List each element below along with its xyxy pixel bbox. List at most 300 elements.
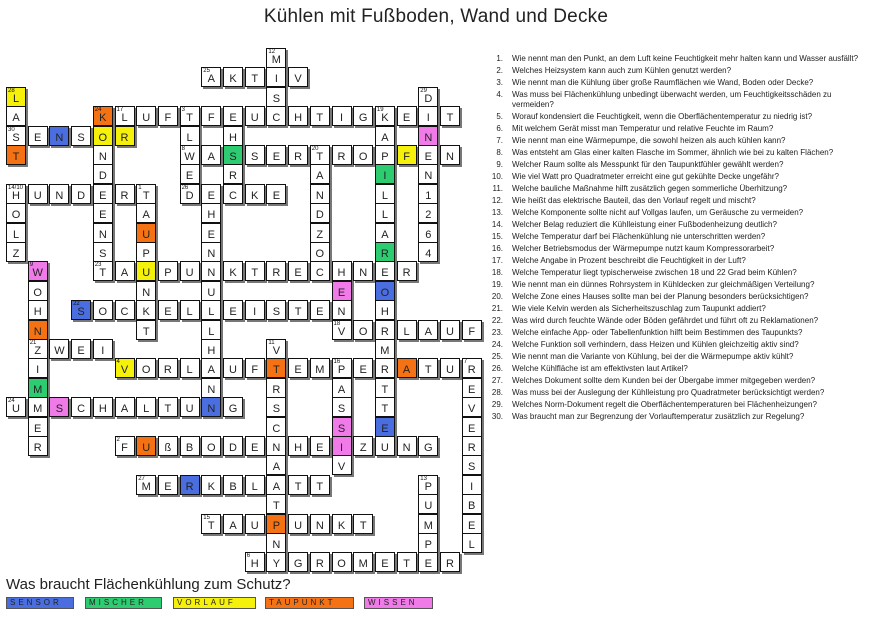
solution-word-taupunkt: TAUPUNKT — [265, 597, 354, 609]
grid-cell[interactable] — [418, 164, 438, 184]
grid-cell[interactable] — [180, 397, 200, 417]
grid-cell[interactable] — [288, 436, 308, 456]
solution-word-wissen: WISSEN — [364, 597, 433, 609]
grid-cell[interactable] — [375, 203, 395, 223]
grid-cell[interactable] — [418, 494, 438, 514]
grid-cell[interactable] — [418, 145, 438, 165]
grid-cell[interactable] — [375, 184, 395, 204]
grid-cell[interactable] — [266, 339, 286, 359]
grid-cell[interactable] — [266, 145, 286, 165]
grid-cell[interactable] — [6, 203, 26, 223]
cell-letter: Z — [12, 248, 20, 260]
grid-cell[interactable] — [440, 145, 460, 165]
grid-cell[interactable] — [201, 261, 221, 281]
grid-cell[interactable] — [245, 436, 265, 456]
grid-cell[interactable] — [397, 320, 417, 340]
grid-cell[interactable] — [353, 358, 373, 378]
grid-cell[interactable] — [201, 514, 221, 534]
grid-cell[interactable] — [332, 552, 352, 572]
grid-cell[interactable] — [332, 300, 352, 320]
grid-cell[interactable] — [418, 184, 438, 204]
grid-cell[interactable] — [310, 164, 330, 184]
grid-cell[interactable] — [332, 436, 352, 456]
grid-cell[interactable] — [332, 106, 352, 126]
cell-letter: O — [358, 151, 368, 163]
grid-cell[interactable] — [288, 145, 308, 165]
grid-cell[interactable] — [93, 145, 113, 165]
grid-cell[interactable] — [440, 106, 460, 126]
grid-cell[interactable] — [266, 67, 286, 87]
grid-cell[interactable] — [201, 436, 221, 456]
grid-cell[interactable] — [353, 261, 373, 281]
grid-cell[interactable] — [201, 300, 221, 320]
grid-cell[interactable] — [49, 126, 69, 146]
grid-cell[interactable] — [158, 436, 178, 456]
grid-cell[interactable] — [375, 126, 395, 146]
grid-cell[interactable] — [288, 475, 308, 495]
grid-cell[interactable] — [266, 514, 286, 534]
cell-letter: A — [272, 461, 281, 474]
grid-cell[interactable] — [266, 475, 286, 495]
page-title: Kühlen mit Fußboden, Wand und Decke — [263, 6, 609, 27]
grid-cell[interactable] — [245, 358, 265, 378]
grid-cell[interactable] — [136, 300, 156, 320]
clue-item-number: 23. — [491, 328, 503, 337]
grid-cell[interactable] — [332, 145, 352, 165]
clue-item-number: 13. — [491, 208, 503, 217]
grid-cell[interactable] — [397, 436, 417, 456]
grid-cell[interactable] — [310, 358, 330, 378]
clue-item — [478, 292, 868, 302]
clue-item-text: Welche bauliche Maßnahme hilft zusätzlich gegen sommerliche Überhitzung? — [512, 184, 788, 193]
grid-cell[interactable] — [115, 300, 135, 320]
grid-cell[interactable] — [462, 475, 482, 495]
grid-cell[interactable] — [28, 397, 48, 417]
grid-cell[interactable] — [201, 320, 221, 340]
grid-cell[interactable] — [93, 300, 113, 320]
grid-cell[interactable] — [332, 455, 352, 475]
cell-letter: A — [142, 209, 150, 222]
grid-cell[interactable] — [223, 145, 243, 165]
grid-cell[interactable] — [418, 203, 438, 223]
grid-cell[interactable] — [223, 358, 243, 378]
grid-cell[interactable] — [158, 397, 178, 417]
grid-cell[interactable] — [332, 358, 352, 378]
grid-cell[interactable] — [158, 261, 178, 281]
grid-cell[interactable] — [136, 242, 156, 262]
grid-cell[interactable] — [266, 494, 286, 514]
grid-cell[interactable] — [353, 436, 373, 456]
clue-item-number: 14. — [491, 220, 503, 229]
cell-letter: N — [402, 442, 411, 454]
grid-cell[interactable] — [93, 203, 113, 223]
grid-cell[interactable] — [462, 436, 482, 456]
grid-cell[interactable] — [6, 223, 26, 243]
cell-letter: A — [337, 383, 346, 396]
grid-cell[interactable] — [310, 223, 330, 243]
grid-cell[interactable] — [28, 378, 48, 398]
grid-cell[interactable] — [6, 145, 26, 165]
grid-cell[interactable] — [332, 417, 352, 437]
grid-cell[interactable] — [375, 300, 395, 320]
grid-cell[interactable] — [375, 145, 395, 165]
grid-cell[interactable] — [310, 261, 330, 281]
cell-letter: B — [229, 480, 237, 493]
grid-cell[interactable] — [223, 126, 243, 146]
grid-cell[interactable] — [6, 184, 26, 204]
cell-letter: O — [315, 248, 325, 260]
grid-cell[interactable] — [288, 261, 308, 281]
grid-cell[interactable] — [223, 164, 243, 184]
clue-number: 7 — [463, 359, 468, 366]
cell-letter: Y — [272, 558, 281, 571]
grid-cell[interactable] — [462, 533, 482, 553]
grid-cell[interactable] — [6, 87, 26, 107]
grid-cell[interactable] — [310, 145, 330, 165]
grid-cell[interactable] — [288, 552, 308, 572]
grid-cell[interactable] — [6, 106, 26, 126]
grid-cell[interactable] — [266, 184, 286, 204]
grid-cell[interactable] — [93, 126, 113, 146]
grid-cell[interactable] — [266, 436, 286, 456]
grid-cell[interactable] — [180, 300, 200, 320]
grid-cell[interactable] — [245, 552, 265, 572]
grid-cell[interactable] — [397, 106, 417, 126]
grid-cell[interactable] — [136, 320, 156, 340]
clue-item-number: 6. — [496, 124, 503, 133]
grid-cell[interactable] — [332, 261, 352, 281]
grid-cell[interactable] — [440, 358, 460, 378]
grid-cell[interactable] — [180, 184, 200, 204]
grid-cell[interactable] — [266, 533, 286, 553]
grid-cell[interactable] — [223, 475, 243, 495]
grid-cell[interactable] — [201, 358, 221, 378]
cell-letter: E — [381, 267, 389, 280]
grid-cell[interactable] — [288, 358, 308, 378]
grid-cell[interactable] — [71, 126, 91, 146]
grid-cell[interactable] — [375, 261, 395, 281]
grid-cell[interactable] — [375, 378, 395, 398]
grid-cell[interactable] — [332, 281, 352, 301]
grid-cell[interactable] — [201, 378, 221, 398]
grid-cell[interactable] — [180, 164, 200, 184]
grid-cell[interactable] — [223, 300, 243, 320]
cell-letter: L — [143, 403, 150, 416]
grid-cell[interactable] — [180, 436, 200, 456]
grid-cell[interactable] — [136, 436, 156, 456]
grid-cell[interactable] — [375, 552, 395, 572]
grid-cell[interactable] — [266, 378, 286, 398]
grid-cell[interactable] — [158, 475, 178, 495]
grid-cell[interactable] — [310, 203, 330, 223]
grid-cell[interactable] — [93, 164, 113, 184]
grid-cell[interactable] — [397, 145, 417, 165]
grid-cell[interactable] — [71, 339, 91, 359]
grid-cell[interactable] — [158, 106, 178, 126]
grid-cell[interactable] — [375, 358, 395, 378]
clue-item-number: 2. — [496, 66, 503, 75]
cell-letter: T — [142, 189, 150, 202]
grid-cell[interactable] — [266, 455, 286, 475]
grid-cell[interactable] — [136, 106, 156, 126]
grid-cell[interactable] — [418, 358, 438, 378]
grid-cell[interactable] — [375, 417, 395, 437]
grid-cell[interactable] — [201, 242, 221, 262]
grid-cell[interactable] — [71, 397, 91, 417]
cell-letter: F — [121, 442, 128, 454]
grid-cell[interactable] — [6, 397, 26, 417]
clue-item-text: Was muss bei Flächenkühlung unbedingt überwacht werden, um Feuchtigkeitsschäden zu vermeiden? — [512, 90, 832, 109]
grid-cell[interactable] — [136, 261, 156, 281]
grid-cell[interactable] — [245, 67, 265, 87]
grid-cell[interactable] — [245, 514, 265, 534]
grid-cell[interactable] — [115, 397, 135, 417]
grid-cell[interactable] — [28, 300, 48, 320]
grid-cell[interactable] — [158, 358, 178, 378]
grid-cell[interactable] — [6, 242, 26, 262]
grid-cell[interactable] — [375, 164, 395, 184]
grid-cell[interactable] — [28, 358, 48, 378]
grid-cell[interactable] — [245, 145, 265, 165]
grid-cell[interactable] — [223, 106, 243, 126]
grid-cell[interactable] — [49, 397, 69, 417]
grid-cell[interactable] — [6, 126, 26, 146]
grid-cell[interactable] — [332, 514, 352, 534]
grid-cell[interactable] — [440, 320, 460, 340]
grid-cell[interactable] — [266, 417, 286, 437]
grid-cell[interactable] — [310, 475, 330, 495]
cell-letter: N — [337, 306, 346, 319]
grid-cell[interactable] — [201, 475, 221, 495]
cell-letter: E — [468, 422, 476, 435]
grid-cell[interactable] — [418, 552, 438, 572]
grid-cell[interactable] — [288, 300, 308, 320]
grid-cell[interactable] — [28, 320, 48, 340]
grid-cell[interactable] — [49, 339, 69, 359]
clue-number: 9 — [29, 262, 34, 269]
grid-cell[interactable] — [375, 397, 395, 417]
grid-cell[interactable] — [201, 281, 221, 301]
grid-cell[interactable] — [28, 184, 48, 204]
grid-cell[interactable] — [418, 87, 438, 107]
clue-item — [478, 304, 868, 314]
cell-letter: H — [207, 345, 216, 357]
grid-cell[interactable] — [418, 242, 438, 262]
grid-cell[interactable] — [375, 242, 395, 262]
grid-cell[interactable] — [245, 106, 265, 126]
clue-number: 24 — [8, 398, 15, 405]
grid-cell[interactable] — [201, 339, 221, 359]
grid-cell[interactable] — [375, 223, 395, 243]
grid-cell[interactable] — [418, 320, 438, 340]
grid-cell[interactable] — [310, 106, 330, 126]
clue-number: 23 — [94, 262, 102, 269]
grid-cell[interactable] — [397, 358, 417, 378]
grid-cell[interactable] — [201, 106, 221, 126]
grid-cell[interactable] — [158, 300, 178, 320]
grid-cell[interactable] — [28, 261, 48, 281]
grid-cell[interactable] — [115, 358, 135, 378]
grid-cell[interactable] — [136, 358, 156, 378]
cell-letter: A — [316, 170, 324, 183]
grid-cell[interactable] — [462, 514, 482, 534]
grid-cell[interactable] — [115, 261, 135, 281]
grid-cell[interactable] — [375, 281, 395, 301]
grid-cell[interactable] — [266, 261, 286, 281]
grid-cell[interactable] — [310, 436, 330, 456]
grid-cell[interactable] — [266, 106, 286, 126]
grid-cell[interactable] — [28, 436, 48, 456]
cell-letter: S — [229, 151, 237, 163]
grid-cell[interactable] — [93, 106, 113, 126]
grid-cell[interactable] — [440, 552, 460, 572]
grid-cell[interactable] — [418, 126, 438, 146]
grid-cell[interactable] — [266, 358, 286, 378]
grid-cell[interactable] — [418, 106, 438, 126]
grid-cell[interactable] — [201, 184, 221, 204]
grid-cell[interactable] — [223, 514, 243, 534]
cell-letter: E — [229, 112, 237, 125]
grid-cell[interactable] — [180, 261, 200, 281]
grid-cell[interactable] — [180, 126, 200, 146]
grid-cell[interactable] — [266, 48, 286, 68]
grid-cell[interactable] — [71, 300, 91, 320]
grid-cell[interactable] — [418, 223, 438, 243]
clue-item-number: 4. — [496, 90, 503, 99]
grid-cell[interactable] — [332, 397, 352, 417]
cell-letter: U — [12, 403, 20, 416]
clue-number: 29 — [420, 87, 427, 94]
grid-cell[interactable] — [245, 261, 265, 281]
grid-cell[interactable] — [93, 242, 113, 262]
grid-cell[interactable] — [93, 339, 113, 359]
grid-cell[interactable] — [93, 223, 113, 243]
grid-cell[interactable] — [93, 261, 113, 281]
grid-cell[interactable] — [375, 339, 395, 359]
grid-cell[interactable] — [245, 475, 265, 495]
grid-cell[interactable] — [353, 320, 373, 340]
grid-cell[interactable] — [310, 242, 330, 262]
grid-cell[interactable] — [310, 300, 330, 320]
cell-letter: K — [207, 480, 215, 493]
grid-cell[interactable] — [397, 552, 417, 572]
grid-cell[interactable] — [201, 203, 221, 223]
grid-cell[interactable] — [266, 397, 286, 417]
grid-cell[interactable] — [180, 145, 200, 165]
grid-cell[interactable] — [332, 378, 352, 398]
grid-cell[interactable] — [49, 184, 69, 204]
grid-cell[interactable] — [418, 533, 438, 553]
grid-cell[interactable] — [223, 261, 243, 281]
cell-letter: R — [380, 325, 389, 338]
cell-letter: T — [99, 267, 107, 280]
grid-cell[interactable] — [223, 397, 243, 417]
grid-cell[interactable] — [288, 67, 308, 87]
grid-cell[interactable] — [266, 552, 286, 572]
grid-cell[interactable] — [136, 475, 156, 495]
grid-cell[interactable] — [115, 106, 135, 126]
grid-cell[interactable] — [28, 126, 48, 146]
grid-cell[interactable] — [136, 397, 156, 417]
grid-cell[interactable] — [93, 397, 113, 417]
grid-cell[interactable] — [223, 436, 243, 456]
grid-cell[interactable] — [136, 223, 156, 243]
grid-cell[interactable] — [418, 436, 438, 456]
grid-cell[interactable] — [28, 339, 48, 359]
cell-letter: L — [468, 539, 475, 551]
clue-item — [478, 328, 868, 338]
clue-item-text: Welche Kühlfläche ist am effektivsten laut Artikel? — [512, 364, 688, 373]
cell-letter: U — [294, 519, 303, 532]
grid-cell[interactable] — [115, 184, 135, 204]
clue-item-text: Wie nennt man die Variante von Kühlung, bei der die Wärmepumpe aktiv kühlt? — [512, 352, 794, 361]
cell-letter: U — [33, 189, 42, 202]
grid-cell[interactable] — [353, 552, 373, 572]
grid-cell[interactable] — [353, 106, 373, 126]
grid-cell[interactable] — [375, 320, 395, 340]
clue-item-number: 16. — [491, 244, 503, 253]
grid-cell[interactable] — [180, 475, 200, 495]
grid-cell[interactable] — [223, 67, 243, 87]
grid-cell[interactable] — [93, 184, 113, 204]
grid-cell[interactable] — [353, 145, 373, 165]
cell-letter: S — [77, 131, 85, 144]
grid-cell[interactable] — [223, 184, 243, 204]
clue-number: 12 — [268, 49, 276, 55]
grid-cell[interactable] — [310, 552, 330, 572]
cell-letter: T — [381, 403, 389, 416]
grid-cell[interactable] — [201, 67, 221, 87]
grid-cell[interactable] — [245, 300, 265, 320]
cell-letter: T — [446, 112, 454, 125]
grid-cell[interactable] — [180, 358, 200, 378]
grid-cell[interactable] — [245, 184, 265, 204]
grid-cell[interactable] — [71, 184, 91, 204]
grid-cell[interactable] — [310, 514, 330, 534]
grid-cell[interactable] — [180, 106, 200, 126]
grid-cell[interactable] — [136, 281, 156, 301]
grid-cell[interactable] — [115, 436, 135, 456]
grid-cell[interactable] — [288, 106, 308, 126]
grid-cell[interactable] — [266, 300, 286, 320]
grid-cell[interactable] — [375, 436, 395, 456]
grid-cell[interactable] — [375, 106, 395, 126]
grid-cell[interactable] — [136, 203, 156, 223]
grid-cell[interactable] — [418, 475, 438, 495]
grid-cell[interactable] — [397, 261, 417, 281]
cell-letter: R — [337, 151, 346, 163]
grid-cell[interactable] — [462, 455, 482, 475]
grid-cell[interactable] — [353, 514, 373, 534]
grid-cell[interactable] — [28, 281, 48, 301]
grid-cell[interactable] — [332, 320, 352, 340]
clue-number: 14/10 — [8, 184, 24, 191]
cell-letter: I — [36, 364, 40, 377]
grid-cell[interactable] — [115, 126, 135, 146]
grid-cell[interactable] — [201, 397, 221, 417]
cell-letter: O — [98, 306, 108, 319]
grid-cell[interactable] — [28, 417, 48, 437]
grid-cell[interactable] — [418, 514, 438, 534]
grid-cell[interactable] — [136, 184, 156, 204]
clue-item — [478, 340, 868, 350]
grid-cell[interactable] — [462, 494, 482, 514]
grid-cell[interactable] — [201, 145, 221, 165]
grid-cell[interactable] — [288, 514, 308, 534]
grid-cell[interactable] — [266, 87, 286, 107]
grid-cell[interactable] — [201, 223, 221, 243]
grid-cell[interactable] — [310, 184, 330, 204]
